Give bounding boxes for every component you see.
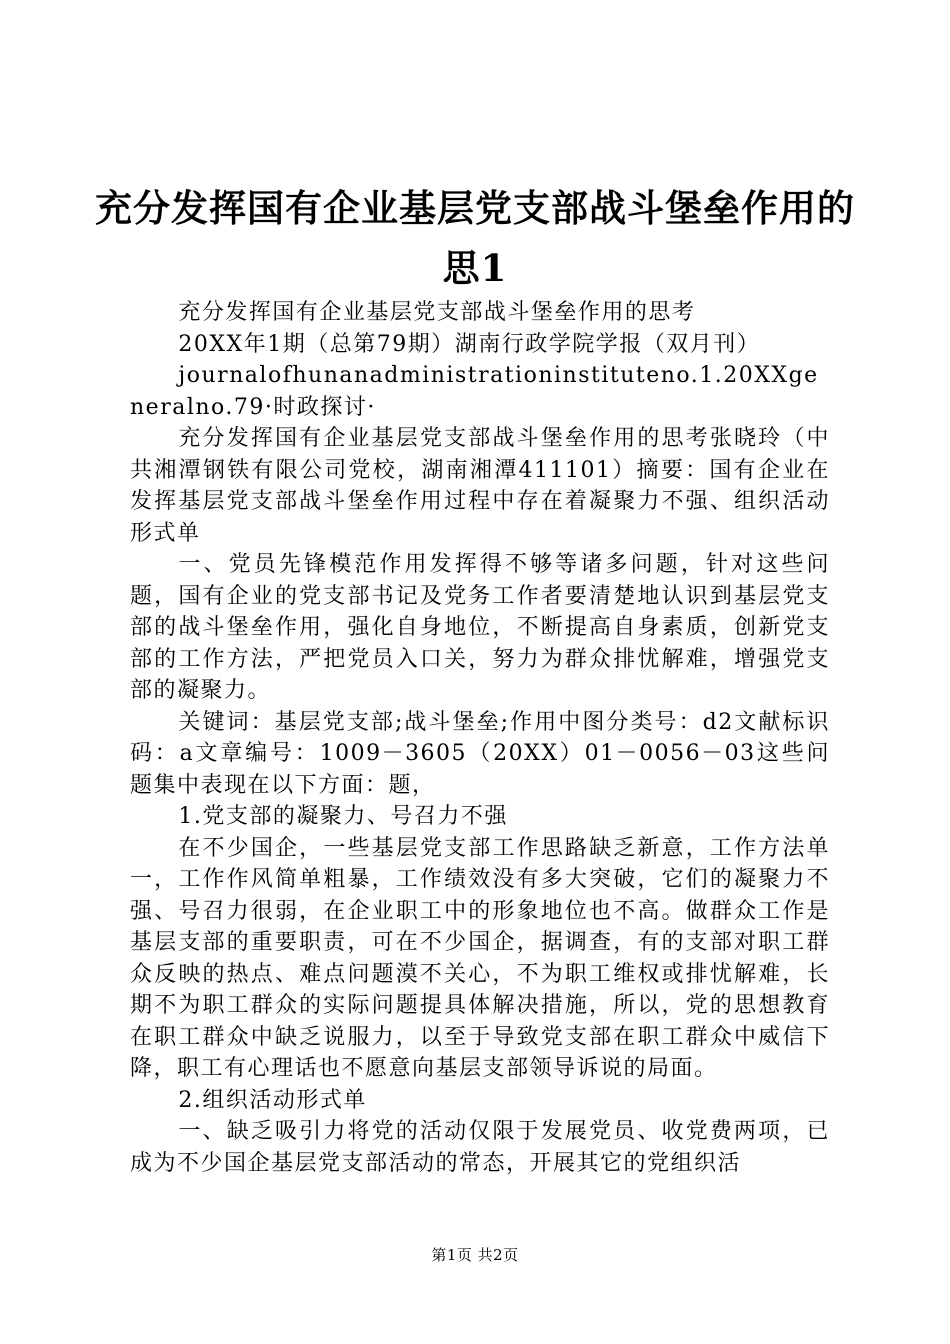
paragraph-abstract: 充分发挥国有企业基层党支部战斗堡垒作用的思考张晓玲（中共湘潭钢铁有限公司党校，湖南湘潭411101）摘要：国有企业在发挥基层党支部战斗堡垒作用过程中存在着凝聚力不强、组织活动形式单 [130,426,830,546]
paragraph-section-1-body: 在不少国企，一些基层党支部工作思路缺乏新意，工作方法单一，工作作风简单粗暴，工作绩效没有多大突破，它们的凝聚力不强、号召力很弱，在企业职工中的形象地位也不高。做群众工作是基层支部的重要职责，可在不少国企，据调查，有的支部对职工群众反映的热点、难点问题漠不关心，不为职工维权或排忧解难，长期不为职工群众的实际问题提具体解决措施，所以，党的思想教育在职工群众中缺乏说服力，以至于导致党支部在职工群众中威信下降，职工有心理话也不愿意向基层支部领导诉说的局面。 [130,835,830,1081]
paragraph-journal-name: journalofhunanadministrationinstituteno.1.20XXgeneralno.79·时政探讨· [130,363,819,420]
document-body [130,297,830,1179]
paragraph-section-2-body: 一、缺乏吸引力将党的活动仅限于发展党员、收党费两项，已成为不少国企基层党支部活动的常态，开展其它的党组织活 [130,1119,830,1176]
page-footer: 第1页 共2页 [431,1246,519,1264]
paragraph-article-title: 充分发挥国有企业基层党支部战斗堡垒作用的思考 [178,300,696,325]
section-heading-2: 2.组织活动形式单 [178,1087,367,1113]
paragraph-issue-info: 20XX年1期（总第79期）湖南行政学院学报（双月刊） [178,331,761,357]
section-heading-1: 1.党支部的凝聚力、号召力不强 [178,804,508,829]
document-title-line-2: 思1 [442,246,508,290]
document-title-line-1: 充分发挥国有企业基层党支部战斗堡垒作用的 [95,186,855,230]
paragraph-problems: 一、党员先锋模范作用发挥得不够等诸多问题，针对这些问题，国有企业的党支部书记及党务工作者要清楚地认识到基层党支部的战斗堡垒作用，强化自身地位，不断提高自身素质，创新党支部的工作方法，严把党员入口关，努力为群众排忧解难，增强党支部的凝聚力。 [130,552,830,703]
paragraph-keywords: 关键词：基层党支部;战斗堡垒;作用中图分类号：d2文献标识码：a文章编号：1009－3605（20XX）01－0056－03这些问题集中表现在以下方面：题， [130,709,830,798]
